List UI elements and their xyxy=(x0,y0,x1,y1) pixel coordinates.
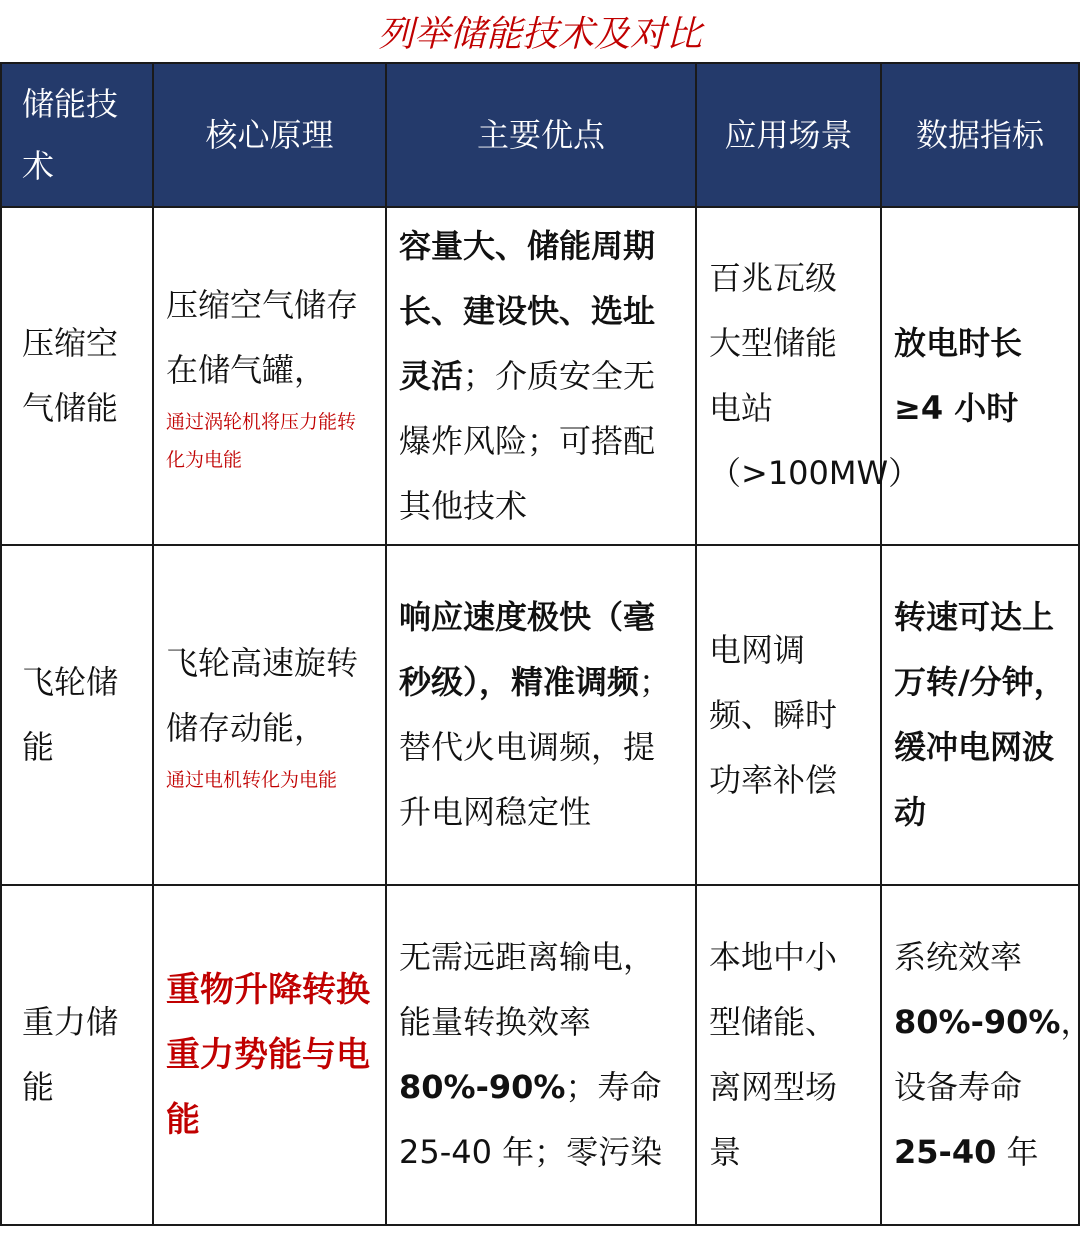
row-tech: 飞轮储能 xyxy=(1,545,153,885)
row-scenario: 百兆瓦级大型储能电站（>100MW） xyxy=(696,207,881,545)
page-title: 列举储能技术及对比 xyxy=(377,14,702,55)
principle-note: 通过电机转化为电能 xyxy=(166,769,338,791)
table-header-row xyxy=(1,63,1079,207)
row-advantages: 容量大、储能周期长、建设快、选址灵活；介质安全无爆炸风险；可搭配其他技术 xyxy=(386,207,696,545)
row-advantages: 响应速度极快（毫秒级），精准调频；替代火电调频，提升电网稳定性 xyxy=(386,545,696,885)
row-scenario: 本地中小型储能、离网型场景 xyxy=(696,885,881,1225)
table-row xyxy=(1,545,1079,885)
header-principle: 核心原理 xyxy=(153,63,386,207)
row-advantages: 无需远距离输电，能量转换效率80%-90%；寿命25-40 年；零污染 xyxy=(386,885,696,1225)
header-scenario: 应用场景 xyxy=(696,63,881,207)
header-tech: 储能技术 xyxy=(1,63,153,207)
table-row xyxy=(1,207,1079,545)
row-metric: 转速可达上万转/分钟，缓冲电网波动 xyxy=(881,545,1079,885)
row-tech: 重力储能 xyxy=(1,885,153,1225)
comparison-table xyxy=(0,62,1092,1226)
header-metric: 数据指标 xyxy=(881,63,1079,207)
principle-note: 通过涡轮机将压力能转化为电能 xyxy=(166,411,357,471)
row-principle: 压缩空气储存在储气罐， 通过涡轮机将压力能转化为电能 xyxy=(153,207,386,545)
row-scenario: 电网调频、瞬时功率补偿 xyxy=(696,545,881,885)
table-row xyxy=(1,885,1079,1225)
row-metric: 放电时长≥4 小时 xyxy=(881,207,1079,545)
row-principle: 重物升降转换重力势能与电能 xyxy=(153,885,386,1225)
row-tech: 压缩空气储能 xyxy=(1,207,153,545)
row-metric: 系统效率80%-90%，设备寿命25-40 年 xyxy=(881,885,1079,1225)
header-advantages: 主要优点 xyxy=(386,63,696,207)
row-principle: 飞轮高速旋转储存动能， 通过电机转化为电能 xyxy=(153,545,386,885)
